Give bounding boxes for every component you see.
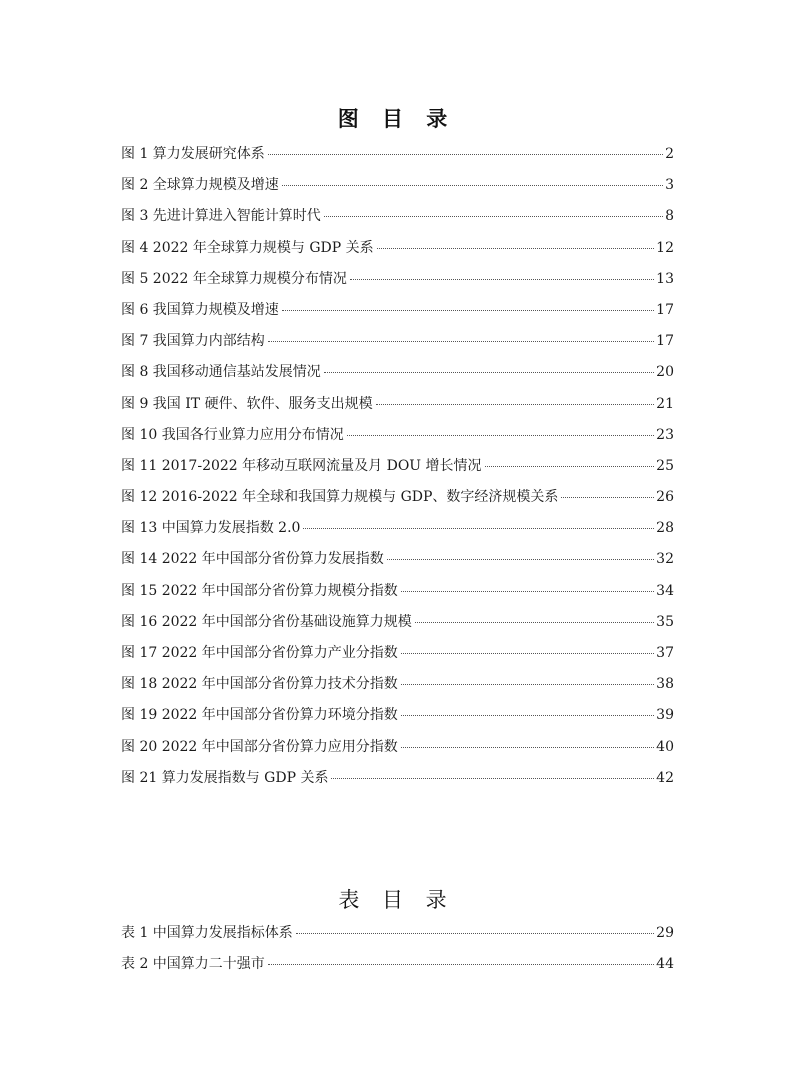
toc-entry-page: 35 <box>656 613 674 630</box>
toc-entry-page: 34 <box>656 582 674 599</box>
toc-entry-label: 图 15 2022 年中国部分省份算力规模分指数 <box>121 582 398 599</box>
toc-entry-page: 40 <box>656 738 674 755</box>
toc-entry[interactable] <box>121 486 674 517</box>
toc-entry[interactable] <box>121 922 674 953</box>
dot-leader <box>282 185 663 186</box>
toc-entry[interactable] <box>121 517 674 548</box>
toc-entry-label: 图 17 2022 年中国部分省份算力产业分指数 <box>121 645 398 661</box>
dot-leader <box>401 715 654 716</box>
dot-leader <box>296 933 654 934</box>
toc-entry-label: 表 1 中国算力发展指标体系 <box>121 925 293 941</box>
dot-leader <box>331 778 654 779</box>
toc-entry[interactable] <box>121 299 674 330</box>
toc-entry[interactable] <box>121 361 674 392</box>
toc-entry-label: 图 5 2022 年全球算力规模分布情况 <box>121 270 347 287</box>
toc-entry-label: 图 1 算力发展研究体系 <box>121 146 265 162</box>
dot-leader <box>324 216 663 217</box>
dot-leader <box>387 559 654 560</box>
toc-entry-label: 表 2 中国算力二十强市 <box>121 956 265 973</box>
toc-entry-label: 图 11 2017-2022 年移动互联网流量及月 DOU 增长情况 <box>121 457 482 474</box>
toc-entry-label: 图 12 2016-2022 年全球和我国算力规模与 GDP、数字经济规模关系 <box>121 489 559 506</box>
toc-entry-page: 23 <box>656 426 674 443</box>
toc-entry-label: 图 4 2022 年全球算力规模与 GDP 关系 <box>121 239 374 256</box>
toc-entry-label: 图 3 先进计算进入智能计算时代 <box>121 208 321 225</box>
toc-entry-page: 44 <box>656 956 674 973</box>
toc-entry[interactable] <box>121 205 674 236</box>
toc-entry[interactable] <box>121 330 674 361</box>
toc-entry-page: 37 <box>656 645 674 661</box>
toc-entry-page: 17 <box>656 301 674 318</box>
toc-entry[interactable] <box>121 393 674 424</box>
toc-entry[interactable] <box>121 953 674 984</box>
toc-entry[interactable] <box>121 642 674 673</box>
toc-entry-page: 8 <box>665 208 674 225</box>
toc-entry[interactable] <box>121 767 674 798</box>
dot-leader <box>401 684 654 685</box>
toc-entry[interactable] <box>121 580 674 611</box>
dot-leader <box>282 310 654 311</box>
toc-entry-page: 21 <box>656 395 674 412</box>
dot-leader <box>347 435 654 436</box>
toc-entry-page: 13 <box>656 270 674 287</box>
dot-leader <box>268 341 654 342</box>
toc-entry-page: 28 <box>656 520 674 537</box>
toc-entry-label: 图 6 我国算力规模及增速 <box>121 301 279 318</box>
tables-toc-title: 表 目 录 <box>338 888 455 912</box>
dot-leader <box>376 404 655 405</box>
dot-leader <box>401 653 654 654</box>
toc-entry[interactable] <box>121 455 674 486</box>
toc-entry[interactable] <box>121 548 674 579</box>
toc-entry-label: 图 7 我国算力内部结构 <box>121 333 265 350</box>
toc-entry-label: 图 19 2022 年中国部分省份算力环境分指数 <box>121 707 398 724</box>
toc-entry[interactable] <box>121 736 674 767</box>
toc-entry-label: 图 20 2022 年中国部分省份算力应用分指数 <box>121 738 398 755</box>
toc-entry-page: 2 <box>665 146 674 162</box>
toc-entry-label: 图 14 2022 年中国部分省份算力发展指数 <box>121 551 384 568</box>
toc-entry-page: 26 <box>656 489 674 506</box>
toc-entry-page: 32 <box>656 551 674 568</box>
toc-entry-page: 25 <box>656 457 674 474</box>
toc-entry[interactable] <box>121 143 674 174</box>
toc-entry-page: 3 <box>665 177 674 194</box>
dot-leader <box>401 591 654 592</box>
toc-entry[interactable] <box>121 673 674 704</box>
toc-entry-page: 38 <box>656 676 674 693</box>
toc-entry[interactable] <box>121 174 674 205</box>
toc-entry-page: 39 <box>656 707 674 724</box>
toc-entry-page: 42 <box>656 769 674 786</box>
toc-entry-label: 图 13 中国算力发展指数 2.0 <box>121 520 301 537</box>
dot-leader <box>350 279 654 280</box>
toc-entry-page: 17 <box>656 333 674 350</box>
toc-entry-label: 图 10 我国各行业算力应用分布情况 <box>121 426 344 443</box>
dot-leader <box>485 466 655 467</box>
toc-entry[interactable] <box>121 268 674 299</box>
toc-entry[interactable] <box>121 611 674 642</box>
dot-leader <box>324 372 654 373</box>
tables-toc-list <box>121 922 674 984</box>
toc-entry-page: 20 <box>656 364 674 381</box>
dot-leader <box>561 497 654 498</box>
toc-entry-label: 图 18 2022 年中国部分省份算力技术分指数 <box>121 676 398 693</box>
toc-entry-label: 图 21 算力发展指数与 GDP 关系 <box>121 769 329 786</box>
toc-entry-label: 图 9 我国 IT 硬件、软件、服务支出规模 <box>121 395 373 412</box>
toc-entry[interactable] <box>121 237 674 268</box>
dot-leader <box>303 528 654 529</box>
dot-leader <box>377 248 655 249</box>
toc-entry[interactable] <box>121 424 674 455</box>
toc-entry[interactable] <box>121 704 674 735</box>
toc-entry-page: 12 <box>656 239 674 256</box>
toc-entry-label: 图 2 全球算力规模及增速 <box>121 177 279 194</box>
dot-leader <box>401 747 654 748</box>
figures-toc-list <box>121 143 674 798</box>
dot-leader <box>415 622 654 623</box>
figures-toc-title: 图 目 录 <box>337 107 456 131</box>
dot-leader <box>268 154 663 155</box>
toc-entry-page: 29 <box>656 925 674 941</box>
dot-leader <box>268 964 654 965</box>
toc-entry-label: 图 8 我国移动通信基站发展情况 <box>121 364 321 381</box>
toc-entry-label: 图 16 2022 年中国部分省份基础设施算力规模 <box>121 613 412 630</box>
